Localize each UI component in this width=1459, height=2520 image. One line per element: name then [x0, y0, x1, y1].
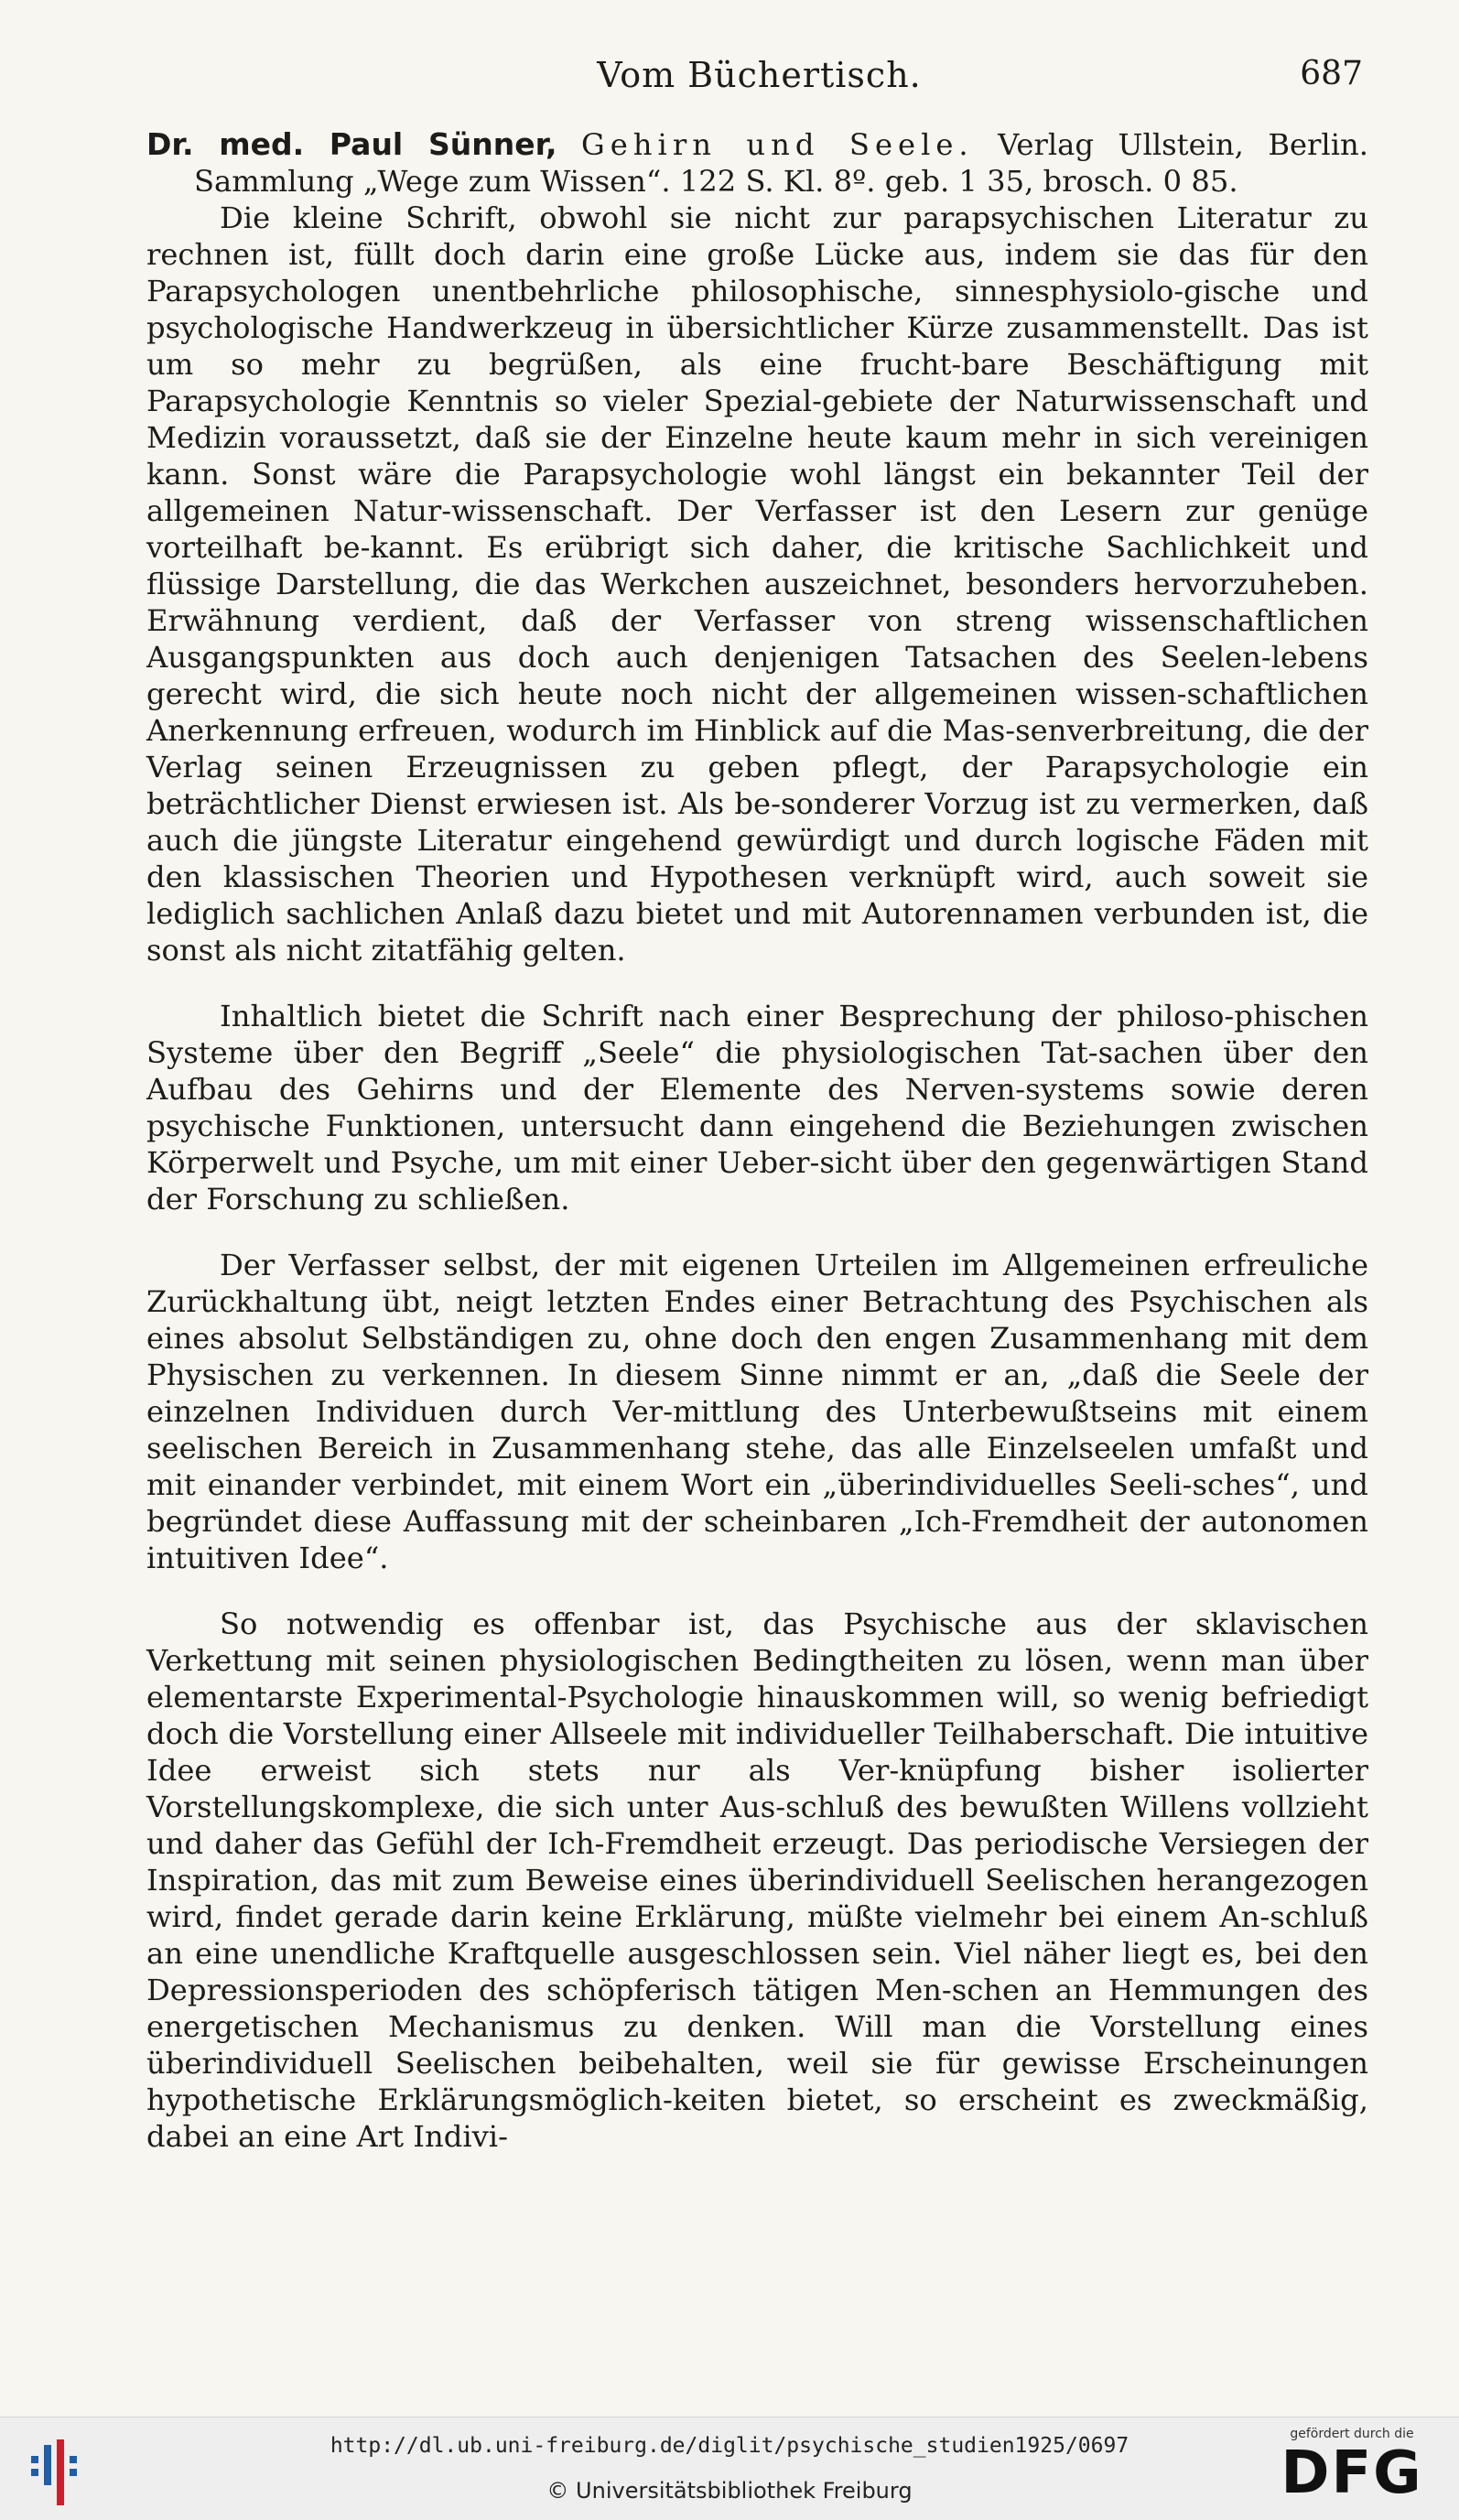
dfg-sponsor-logo: [1265, 2427, 1439, 2515]
paragraph-2: Inhaltlich bietet die Schrift nach einer Besprechung der philoso-phischen Systeme über den Begriff „Seele“ die physiologischen Tat-sachen über den Aufbau des Gehirns und der Elemente des Nerven-systems sowie deren psychische Funktionen, untersucht dann eingehend die Beziehungen zwischen Körperwelt und Psyche, um mit einer Ueber-sicht über den gegenwärtigen Stand der Forschung zu schließen.: [146, 999, 1368, 1217]
running-head: [156, 55, 1363, 101]
viewer-footer: [0, 2417, 1459, 2520]
copyright-notice: © Universitätsbibliothek Freiburg: [546, 2478, 913, 2504]
page-number: 687: [1300, 55, 1363, 92]
article-body: [146, 126, 1368, 2155]
running-title: Vom Büchertisch.: [597, 55, 922, 95]
paragraph-1: Die kleine Schrift, obwohl sie nicht zur parapsychischen Literatur zu rechnen ist, füllt doch darin eine große Lücke aus, indem sie das für den Parapsychologen unentbehrliche philosophische, sinnesphysiolo-gische und psychologische Handwerkzeug in übersichtlicher Kürze zusammenstellt. Das ist um so mehr zu begrüßen, als eine frucht-bare Beschäftigung mit Parapsychologie Kenntnis so vieler Spezial-gebiete der Naturwissenschaft und Medizin voraussetzt, daß sie der Einzelne heute kaum mehr in sich vereinigen kann. Sonst wäre die Parapsychologie wohl längst ein bekannter Teil der allgemeinen Natur-wissenschaft. Der Verfasser ist den Lesern zur genüge vorteilhaft be-kannt. Es erübrigt sich daher, die kritische Sachlichkeit und flüssige Darstellung, die das Werkchen auszeichnet, besonders hervorzuheben. Erwähnung verdient, daß der Verfasser von streng wissenschaftlichen Ausgangspunkten aus doch auch denjenigen Tatsachen des Seelen-lebens gerecht wird, die sich heute noch nicht der allgemeinen wissen-schaftlichen Anerkennung erfreuen, wodurch im Hinblick auf die Mas-senverbreitung, die der Verlag seinen Erzeugnissen zu geben pflegt, der Parapsychologie ein beträchtlicher Dienst erwiesen ist. Als be-sonderer Vorzug ist zu vermerken, daß auch die jüngste Literatur eingehend gewürdigt und durch logische Fäden mit den klassischen Theorien und Hypothesen verknüpft wird, auch soweit sie lediglich sachlichen Anlaß dazu bietet und mit Autorennamen verbunden ist, die sonst als nicht zitatfähig gelten.: [146, 200, 1368, 968]
sponsor-note: gefördert durch die: [1290, 2427, 1414, 2441]
review-publisher: Verlag Ullstein, Berlin.: [998, 127, 1368, 162]
paragraph-3: Der Verfasser selbst, der mit eigenen Urteilen im Allgemeinen erfreuliche Zurückhaltung übt, neigt letzten Endes einer Betrachtung des Psychischen als eines absolut Selbständigen zu, ohne doch den engen Zusammenhang mit dem Physischen zu verkennen. In diesem Sinne nimmt er an, „daß die Seele der einzelnen Individuen durch Ver-mittlung des Unterbewußtseins mit einem seelischen Bereich in Zusammenhang stehe, das alle Einzelseelen umfaßt und mit einander verbindet, mit einem Wort ein „überindividuelles Seeli-sches“, und begründet diese Auffassung mit der scheinbaren „Ich-Fremdheit der autonomen intuitiven Idee“.: [146, 1248, 1368, 1575]
dfg-logo-text: DFG: [1281, 2439, 1423, 2507]
review-header: [146, 126, 1368, 200]
permalink-url[interactable]: http://dl.ub.uni-freiburg.de/diglit/psychische_studien1925/0697: [330, 2434, 1129, 2458]
review-series: Sammlung „Wege zum Wissen“. 122 S. Kl. 8º. geb. 1 35, brosch. 0 85.: [194, 164, 1238, 199]
review-book-title: Gehirn und Seele.: [581, 127, 974, 162]
paragraph-4: So notwendig es offenbar ist, das Psychische aus der sklavischen Verkettung mit seinen physiologischen Bedingtheiten zu lösen, wenn man über elementarste Experimental-Psychologie hinauskommen will, so wenig befriedigt doch die Vorstellung einer Allseele mit individueller Teilhaberschaft. Die intuitive Idee erweist sich stets nur als Ver-knüpfung bisher isolierter Vorstellungskomplexe, die sich unter Aus-schluß des bewußten Willens vollzieht und daher das Gefühl der Ich-Fremdheit erzeugt. Das periodische Versiegen der Inspiration, das mit zum Beweise eines überindividuell Seelischen herangezogen wird, findet gerade darin keine Erklärung, müßte vielmehr bei einem An-schluß an eine unendliche Kraftquelle ausgeschlossen sein. Viel näher liegt es, bei den Depressionsperioden des schöpferisch tätigen Men-schen an Hemmungen des energetischen Mechanismus zu denken. Will man die Vorstellung eines überindividuell Seelischen beibehalten, weil sie für gewisse Erscheinungen hypothetische Erklärungsmöglich-keiten bietet, so erscheint es zweckmäßig, dabei an eine Art Indivi-: [146, 1606, 1368, 2154]
review-author: Dr. med. Paul Sünner,: [146, 126, 557, 162]
